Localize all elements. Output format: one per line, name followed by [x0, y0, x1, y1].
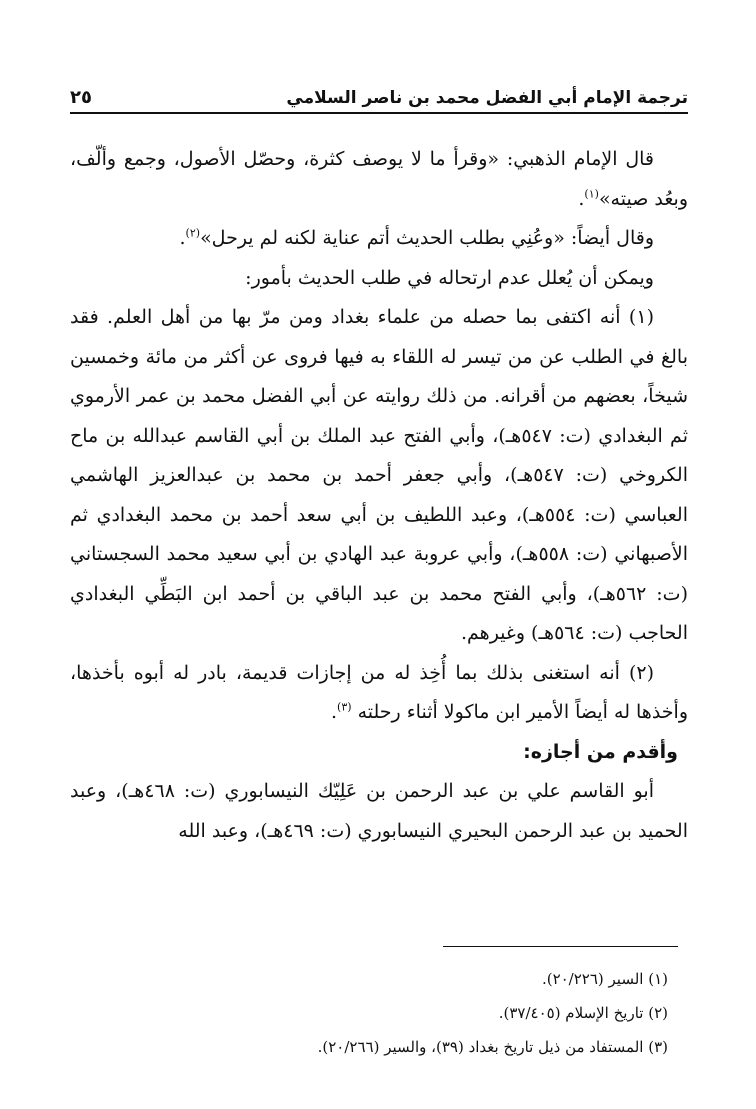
footnote-ref: (٣)	[337, 700, 352, 714]
footnote-item: (١) السير (٢٠/٢٢٦).	[541, 970, 668, 988]
footnote-item: (٢) تاريخ الإسلام (٣٧/٤٠٥).	[498, 1004, 668, 1022]
page-header	[70, 78, 688, 108]
footnote-rule	[443, 946, 678, 947]
paragraph-text: (٢) أنه استغنى بذلك بما أُخِذ له من إجازات قديمة، بادر له أبوه بأخذها، وأخذها له أيضاً الأمير ابن ماكولا أثناء رحلته	[70, 661, 688, 723]
paragraph-intro-reasons: ويمكن أن يُعلل عدم ارتحاله في طلب الحديث بأمور:	[245, 266, 654, 289]
paragraph-reason-one: (١) أنه اكتفى بما حصله من علماء بغداد ومن مرّ بها من أهل العلم. فقد بالغ في الطلب عن من تيسر له اللقاء به فيها فروى عن أكثر من مائة وخمسين شيخاً، بعضهم من أقرانه. من ذلك روايته عن أبي الفضل محمد بن عمر الأرموي ثم البغدادي (ت: ٥٤٧هـ)، وأبي الفتح عبد الملك بن أبي القاسم عبدالله بن ماح الكروخي (ت: ٥٤٧هـ)، وأبي جعفر أحمد بن محمد بن عبدالعزيز الهاشمي العباسي (ت: ٥٥٤هـ)، وعبد اللطيف بن أبي سعد أحمد بن محمد البغدادي ثم الأصبهاني (ت: ٥٥٨هـ)، وأبي عروبة عبد الهادي بن أبي سعيد محمد السجستاني (ت: ٥٦٢هـ)، وأبي الفتح محمد بن عبد الباقي بن أحمد ابن البَطِّي البغدادي الحاجب (ت: ٥٦٤هـ) وغيرهم.	[70, 306, 689, 644]
paragraph-second-quote: وقال أيضاً: «وعُنِي بطلب الحديث أتم عناية لكنه لم يرحل»$^{(٢)}$.	[179, 226, 654, 249]
header-rule	[70, 112, 688, 114]
paragraph-text: وقال أيضاً: «وعُنِي بطلب الحديث أتم عناية لكنه لم يرحل»	[200, 227, 654, 249]
paragraph-reason-two: (٢) أنه استغنى بذلك بما أُخِذ له من إجازات قديمة، بادر له أبوه بأخذها، وأخذها له أيضاً الأمير ابن ماكولا أثناء رحلته $^{(٣)}$.	[70, 661, 688, 723]
footnote-ref: (١)	[584, 187, 599, 201]
section-subheading: وأقدم من أجازه:	[523, 740, 678, 763]
paragraph-text: قال الإمام الذهبي: «وقرأ ما لا يوصف كثرة، وحصّل الأصول، وجمع وألّف، وبعُد صيته»	[70, 148, 688, 210]
page-number: ٢٥	[70, 87, 92, 108]
paragraph-earliest-ijaza: أبو القاسم علي بن عبد الرحمن بن عَلِيّك النيسابوري (ت: ٤٦٨هـ)، وعبد الحميد بن عبد الرحمن البحيري النيسابوري (ت: ٤٦٩هـ)، وعبد الله	[70, 780, 688, 842]
footnote-ref: (٢)	[185, 226, 201, 240]
footnote-item: (٣) المستفاد من ذيل تاريخ بغداد (٣٩)، والسير (٢٠/٢٦٦).	[317, 1038, 668, 1056]
footnotes	[70, 962, 668, 1064]
paragraph-dhahabi-quote: قال الإمام الذهبي: «وقرأ ما لا يوصف كثرة، وحصّل الأصول، وجمع وألّف، وبعُد صيته»$^{(١)}$.	[70, 148, 688, 210]
main-text	[70, 140, 688, 851]
running-title: ترجمة الإمام أبي الفضل محمد بن ناصر السلامي	[286, 88, 688, 108]
